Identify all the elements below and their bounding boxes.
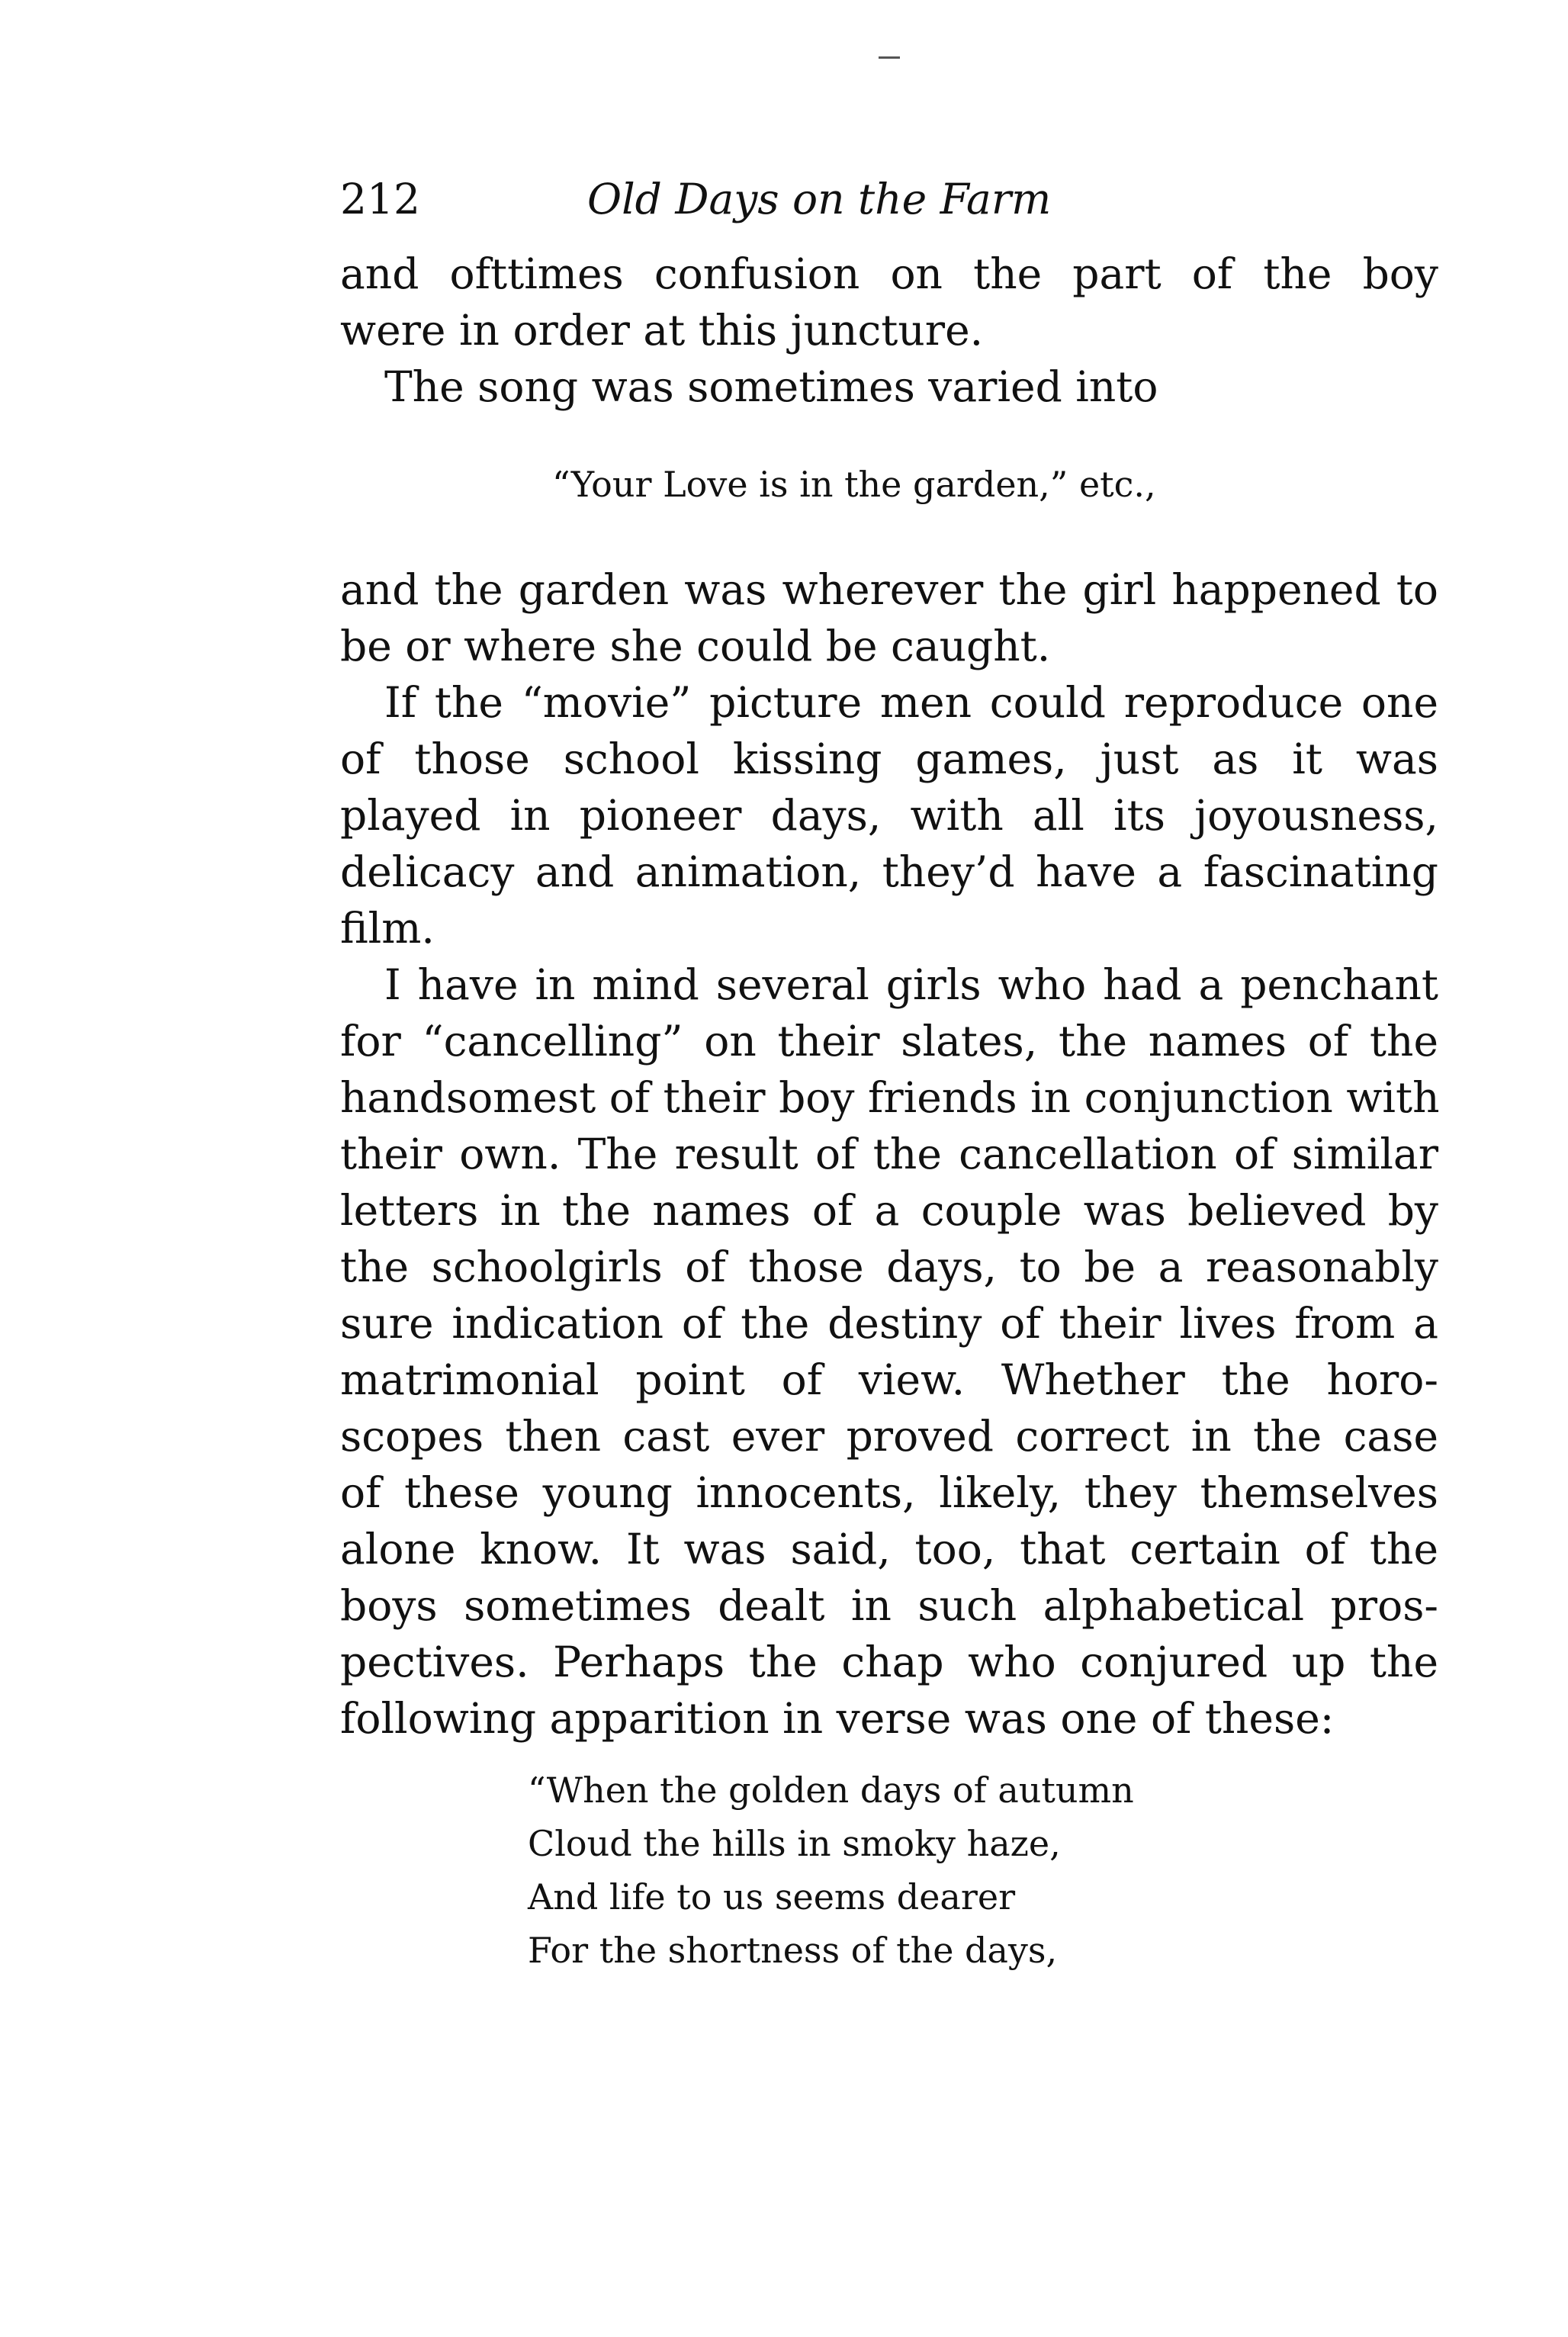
text-line: played in pioneer days, with all its joyousness, [340,791,1438,840]
text-line: of these young innocents, likely, they themselves [340,1468,1438,1517]
paragraph-block-a [340,246,1438,415]
poem-line: For the shortness of the days, [528,1930,1058,1971]
text-line: the schoolgirls of those days, to be a reasonably [340,1242,1438,1291]
page-number: 212 [340,175,420,223]
poem-line: And life to us seems dearer [528,1876,1016,1917]
text-line: letters in the names of a couple was believed by [340,1186,1438,1235]
poem-line: “When the golden days of autumn [528,1770,1134,1811]
text-line: were in order at this juncture. [340,306,984,355]
text-line: and ofttimes confusion on the part of the boy [340,249,1438,298]
text-line: and the garden was wherever the girl happened to [340,565,1438,614]
text-line: their own. The result of the cancellation of similar [340,1130,1438,1178]
text-line: matrimonial point of view. Whether the horo- [340,1355,1438,1404]
running-head [340,165,1438,233]
text-line: pectives. Perhaps the chap who conjured up the [340,1638,1438,1686]
text-line: handsomest of their boy friends in conjunction with [340,1073,1440,1122]
inline-song-quote: “Your Love is in the garden,” etc., [552,464,1156,505]
text-line: following apparition in verse was one of these: [340,1694,1335,1743]
text-line: The song was sometimes varied into [384,362,1158,411]
poem-line: Cloud the hills in smoky haze, [528,1823,1061,1864]
text-line: delicacy and animation, they’d have a fascinating [340,847,1438,896]
text-line: be or where she could be caught. [340,622,1051,670]
scan-mark [879,56,900,59]
text-line: boys sometimes dealt in such alphabetical pros- [340,1581,1438,1630]
text-line: for “cancelling” on their slates, the names of the [340,1017,1438,1066]
text-line: alone know. It was said, too, that certain of the [340,1525,1438,1574]
text-line: scopes then cast ever proved correct in the case [340,1412,1438,1461]
poem-stanza [528,1763,1134,1977]
text-line: I have in mind several girls who had a penchant [384,960,1438,1009]
text-line: film. [340,904,435,953]
book-title: Old Days on the Farm [587,175,1052,223]
text-line: of those school kissing games, just as it was [340,735,1438,783]
text-line: sure indication of the destiny of their lives from a [340,1299,1438,1348]
paragraph-block-b [340,561,1438,1747]
text-line: If the “movie” picture men could reproduce one [384,678,1438,727]
